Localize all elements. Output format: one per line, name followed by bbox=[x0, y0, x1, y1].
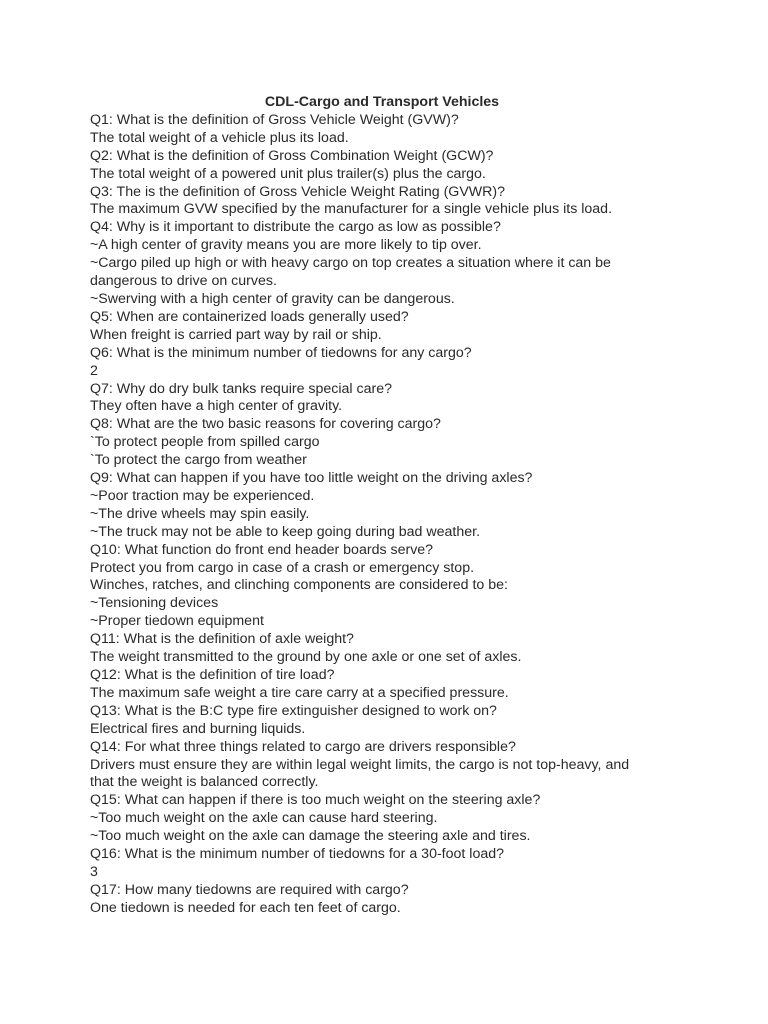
text-line: Q15: What can happen if there is too much weight on the steering axle? bbox=[90, 792, 541, 809]
text-line: Winches, ratches, and clinching components are considered to be: bbox=[90, 577, 508, 594]
text-line: The maximum GVW specified by the manufacturer for a single vehicle plus its load. bbox=[90, 201, 613, 218]
text-line: Drivers must ensure they are within legal weight limits, the cargo is not top-heavy, and bbox=[90, 756, 630, 773]
text-line: They often have a high center of gravity. bbox=[90, 398, 343, 415]
text-line: dangerous to drive on curves. bbox=[90, 273, 277, 290]
text-line: Q9: What can happen if you have too little weight on the driving axles? bbox=[90, 470, 533, 487]
text-line: ~Swerving with a high center of gravity can be dangerous. bbox=[90, 290, 455, 307]
text-line: ~Cargo piled up high or with heavy cargo on top creates a situation where it can be bbox=[90, 255, 611, 272]
text-line: Q7: Why do dry bulk tanks require special care? bbox=[90, 380, 393, 397]
text-line: Q1: What is the definition of Gross Vehicle Weight (GVW)? bbox=[90, 111, 459, 128]
text-line: When freight is carried part way by rail or ship. bbox=[90, 326, 382, 343]
text-line: Q5: When are containerized loads generally used? bbox=[90, 308, 409, 325]
text-line: that the weight is balanced correctly. bbox=[90, 774, 319, 791]
text-line: Q17: How many tiedowns are required with cargo? bbox=[90, 881, 409, 898]
text-line: The total weight of a powered unit plus trailer(s) plus the cargo. bbox=[90, 165, 486, 182]
text-line: Q14: For what three things related to cargo are drivers responsible? bbox=[90, 738, 516, 755]
text-line: Protect you from cargo in case of a crash or emergency stop. bbox=[90, 559, 475, 576]
text-line: ~A high center of gravity means you are more likely to tip over. bbox=[90, 237, 482, 254]
text-line: One tiedown is needed for each ten feet of cargo. bbox=[90, 899, 401, 916]
text-line: `To protect people from spilled cargo bbox=[90, 434, 320, 451]
document-title: CDL-Cargo and Transport Vehicles bbox=[264, 94, 500, 110]
text-line: ~Too much weight on the axle can cause hard steering. bbox=[90, 810, 438, 827]
text-line: The total weight of a vehicle plus its load. bbox=[90, 129, 349, 146]
text-line: ~The truck may not be able to keep going during bad weather. bbox=[90, 523, 481, 540]
text-line: Q3: The is the definition of Gross Vehicle Weight Rating (GVWR)? bbox=[90, 183, 506, 200]
text-line: Q11: What is the definition of axle weight? bbox=[90, 631, 354, 648]
text-line: Q4: Why is it important to distribute the cargo as low as possible? bbox=[90, 219, 501, 236]
text-line: 2 bbox=[90, 362, 98, 379]
text-line: `To protect the cargo from weather bbox=[90, 452, 307, 469]
document-body bbox=[90, 112, 750, 918]
text-line: ~Proper tiedown equipment bbox=[90, 613, 264, 630]
text-line: The maximum safe weight a tire care carry at a specified pressure. bbox=[90, 684, 509, 701]
document-page bbox=[90, 94, 750, 918]
text-line: ~The drive wheels may spin easily. bbox=[90, 505, 310, 522]
text-line: Q6: What is the minimum number of tiedowns for any cargo? bbox=[90, 344, 472, 361]
text-line: Q16: What is the minimum number of tiedowns for a 30-foot load? bbox=[90, 846, 505, 863]
text-line: 3 bbox=[90, 863, 98, 880]
text-line: ~Too much weight on the axle can damage the steering axle and tires. bbox=[90, 828, 531, 845]
text-line: Electrical fires and burning liquids. bbox=[90, 720, 306, 737]
text-line: Q8: What are the two basic reasons for covering cargo? bbox=[90, 416, 441, 433]
text-line: Q10: What function do front end header boards serve? bbox=[90, 541, 434, 558]
text-line: The weight transmitted to the ground by one axle or one set of axles. bbox=[90, 649, 522, 666]
text-line: Q12: What is the definition of tire load? bbox=[90, 667, 335, 683]
text-line: ~Tensioning devices bbox=[90, 595, 219, 612]
text-line: Q13: What is the B:C type fire extinguisher designed to work on? bbox=[90, 702, 497, 719]
text-line: Q2: What is the definition of Gross Combination Weight (GCW)? bbox=[90, 147, 494, 164]
text-line: ~Poor traction may be experienced. bbox=[90, 487, 315, 504]
